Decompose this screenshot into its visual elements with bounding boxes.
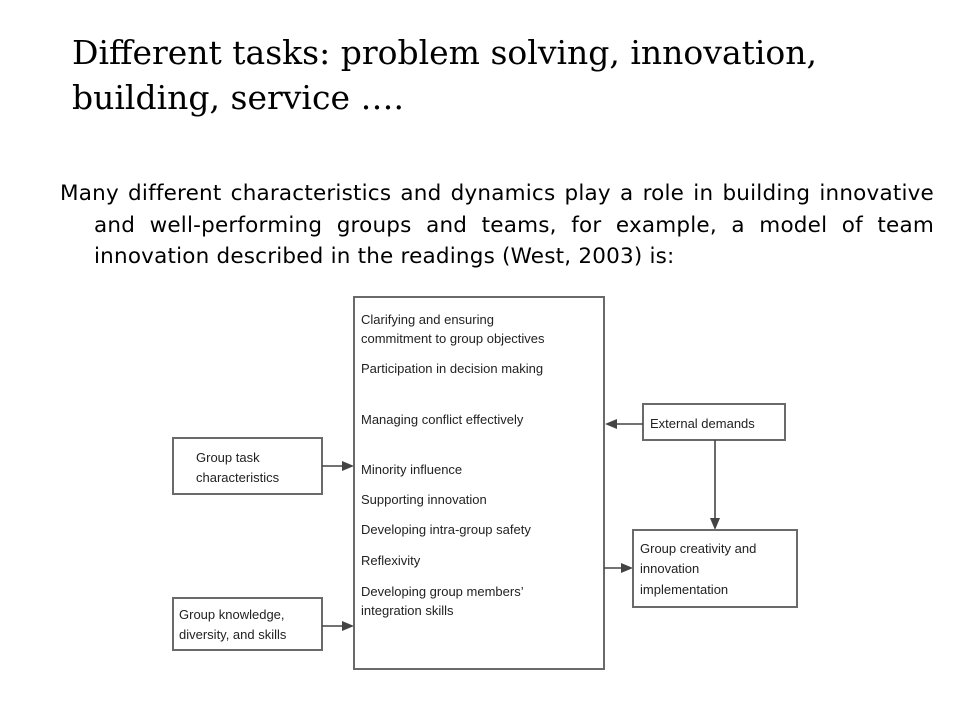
group-task-box — [173, 438, 322, 494]
group-task-label: Group task characteristics — [196, 450, 280, 485]
center-item-8: Developing group members’ integration skills — [361, 584, 524, 618]
group-knowledge-box — [173, 598, 322, 650]
center-item-2: Participation in decision making — [361, 361, 544, 376]
title-line-1: Different tasks: problem solving, innovation, — [72, 33, 818, 72]
group-knowledge-label: Group knowledge, diversity, and skills — [179, 607, 287, 642]
title-line-2: building, service …. — [72, 78, 404, 117]
center-item-4: Minority influence — [361, 462, 463, 477]
group-creativity-label: Group creativity and innovation implementation — [640, 541, 757, 597]
center-item-5: Supporting innovation — [361, 492, 487, 507]
center-item-6: Developing intra-group safety — [361, 522, 531, 537]
center-item-3: Managing conflict effectively — [361, 412, 524, 427]
intro-paragraph: Many different characteristics and dynamics play a role in building innovative and well-performing groups and teams, for example, a model of team innovation described in the readings (West, 2003) is: — [60, 181, 934, 269]
external-demands-label: External demands — [650, 416, 755, 431]
center-item-1: Clarifying and ensuring commitment to group objectives — [361, 312, 545, 346]
center-item-7: Reflexivity — [361, 553, 421, 568]
